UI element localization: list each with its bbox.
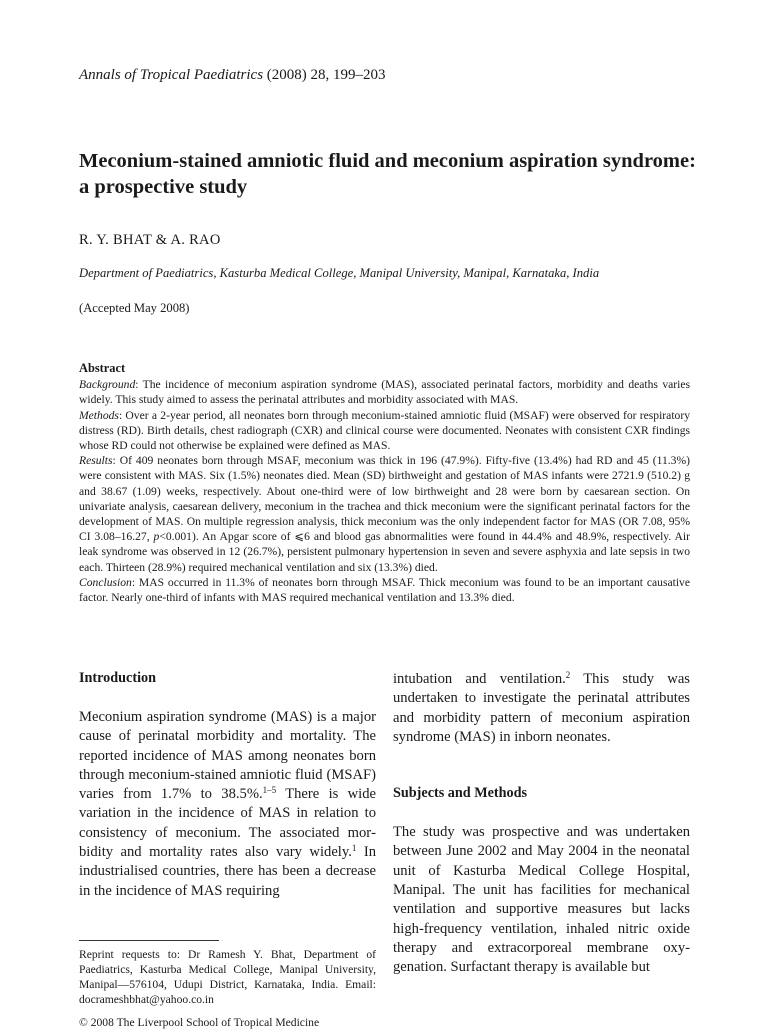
- intro-cont-a: intubation and ventilation.: [393, 671, 566, 687]
- citation-ref-1: 1: [351, 843, 357, 854]
- accepted-date: (Accepted May 2008): [79, 301, 190, 315]
- results-label: Results: [79, 454, 113, 468]
- introduction-heading: Introduction: [79, 670, 156, 686]
- authors: R. Y. BHAT & A. RAO: [79, 232, 221, 248]
- intro-text-a: Meconium aspiration syndrome (MAS) is a major cause of perinatal morbidity and mortality. The reported incidence of MAS among neonates born through meconium-stained amniotic fluid (MSAF) varies from 1.7% to 38.5%.: [79, 709, 376, 803]
- journal-citation: [79, 67, 386, 84]
- journal-volume-pages: (2008) 28, 199–203: [263, 67, 386, 83]
- methods-paragraph: The study was prospective and was undertaken between June 2002 and May 2004 in the neonatal unit of Kasturba Medical College Hospital, Manipal. The unit has facilities for mechanical ventilation and supportive measures but lacks high-frequency ventilation, inhaled nitric oxide therapy and extracorporeal membrane oxygenation. Surfactant therapy is available but: [393, 824, 690, 976]
- results-text-1: : Of 409 neonates born through MSAF, meconium was thick in 196 (47.9%). Fifty-five (13.4%) had RD and 45 (11.3%) were consistent with MAS. Six (1.5%) neonates died. Mean (SD) birthweight and gestation of MAS infants were 2721.9 (510.2) g and 38.67 (1.09) weeks, respectively. About one-third were of low birthweight and 28 were born by caesarean section. On univariate analysis, caesarean delivery, meconium in the trachea and thick meconium were the significant perinatal factors for the development of MAS. On multiple regression analysis, thick meconium was the only independent factor for MAS (OR 7.08, 95% CI 3.08–16.27,: [79, 454, 690, 544]
- conclusion-text: : MAS occurred in 11.3% of neonates born through MSAF. Thick meconium was found to be an important causative factor. Nearly one-third of infants with MAS required mechanical ventilation and 13.3% died.: [79, 575, 690, 605]
- methods-text: : Over a 2-year period, all neonates born through meconium-stained amniotic fluid (MSAF) were observed for respiratory distress (RD). Birth details, chest radiograph (CXR) and clinical course were documented. Neonates with consistent CXR findings whose RD could not otherwise be explained were defined as MAS.: [79, 408, 690, 453]
- citation-ref-1-5: 1–5: [262, 785, 277, 796]
- abstract-conclusion: [79, 575, 690, 605]
- results-p-symbol: p: [153, 530, 160, 544]
- abstract-background: [79, 377, 690, 407]
- intro-text-c: In industrialised countries, there has been a decrease in the incidence of MAS requiring: [79, 844, 376, 899]
- abstract-methods: [79, 408, 690, 454]
- journal-name: Annals of Tropical Paediatrics: [79, 67, 264, 83]
- left-column: [79, 670, 376, 901]
- abstract-heading: Abstract: [79, 361, 126, 375]
- abstract-results: [79, 453, 690, 575]
- background-text: : The incidence of meconium aspiration syndrome (MAS), associated perinatal factors, morbidity and deaths varies widely. This study aimed to assess the perinatal attributes and morbidity associated with MAS.: [79, 378, 690, 407]
- conclusion-label: Conclusion: [79, 575, 132, 589]
- right-column: [393, 670, 690, 978]
- introduction-paragraph: [79, 708, 376, 901]
- intro-cont-b: This study was undertaken to investigate the perinatal attributes and morbidity pattern of meconium aspiration syndrome (MAS) in inborn neonates.: [393, 671, 690, 745]
- affiliation: Department of Paediatrics, Kasturba Medical College, Manipal University, Manipal, Karnataka, India: [79, 266, 600, 280]
- background-label: Background: [79, 378, 136, 392]
- article-title: Meconium-stained amniotic fluid and meconium aspiration syndrome: a prospective study: [79, 150, 696, 198]
- results-text-2: <0.001). An Apgar score of ⩽6 and blood gas abnormalities were found in 44.4% and 48.9%, respectively. Air leak syndrome was observed in 12 (26.7%), persistent pulmonary hypertension in seven and severe asphyxia and late sepsis in two each. Thirteen (28.9%) required mechanical ventilation and six (13.3%) died.: [79, 530, 690, 574]
- reprint-footnote: Reprint requests to: Dr Ramesh Y. Bhat, Department of Paediatrics, Kasturba Medical College, Manipal University, Manipal—576104, Udupi District, Karnataka, India. Email: docrameshbhat@yahoo.co.in: [79, 948, 376, 1006]
- copyright-line: © 2008 The Liverpool School of Tropical Medicine: [79, 1016, 320, 1029]
- methods-label: Methods: [79, 408, 119, 422]
- intro-text-b: There is wide variation in the incidence of MAS in relation to consistency of meconium. The associated morbidity and mortality rates also vary widely.: [79, 786, 376, 861]
- footnote-divider: [79, 940, 219, 941]
- methods-heading: Subjects and Methods: [393, 785, 528, 802]
- abstract: [79, 361, 690, 605]
- introduction-continuation: [393, 670, 690, 747]
- citation-ref-2: 2: [565, 670, 571, 680]
